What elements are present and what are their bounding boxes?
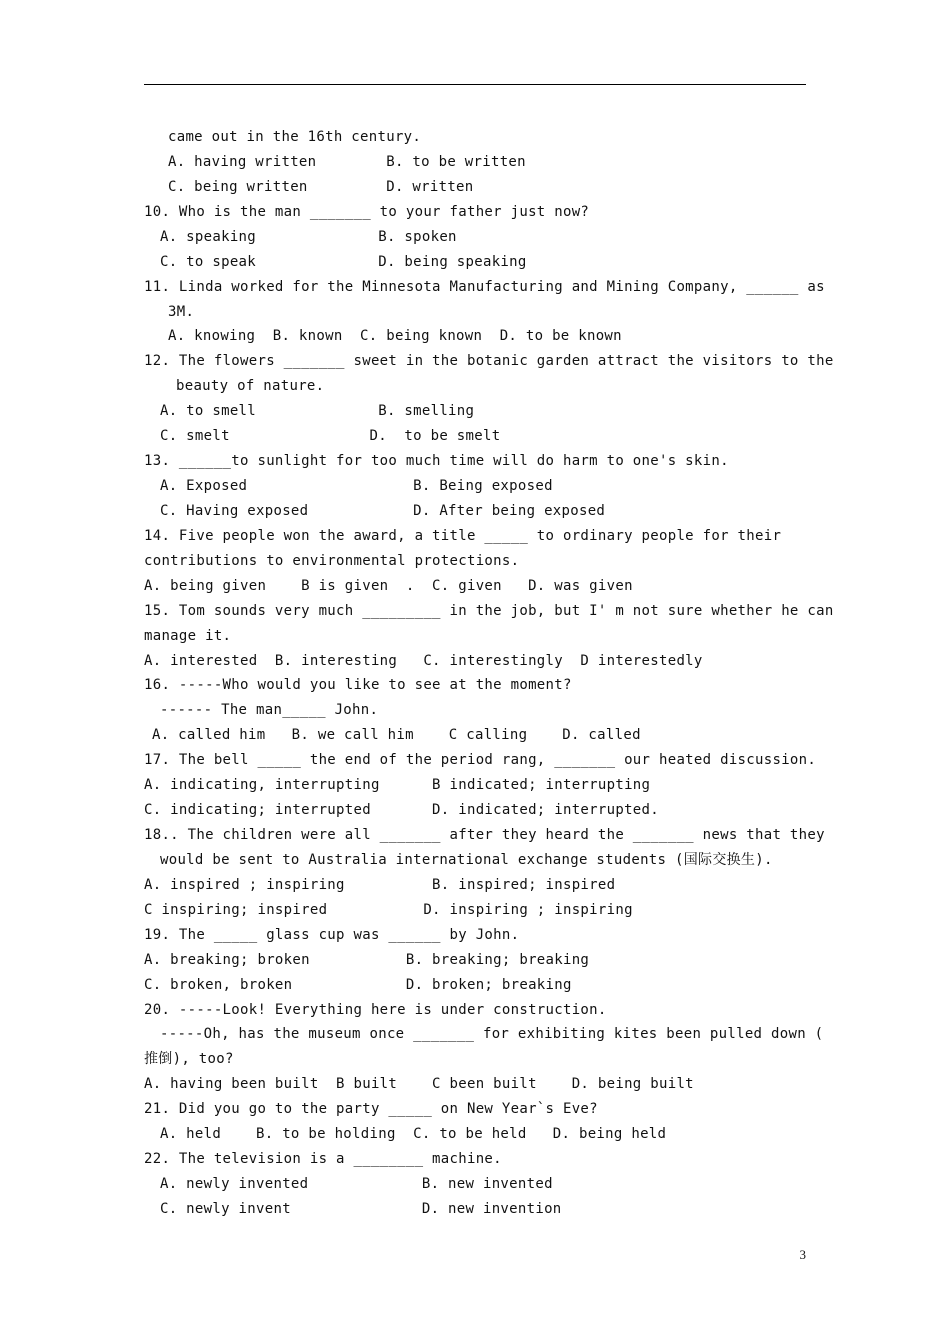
text-line: 18.. The children were all _______ after they heard the _______ news that they: [144, 827, 825, 844]
text-line: A. breaking; broken B. breaking; breaking: [144, 951, 590, 968]
text-line: 3M.: [168, 303, 195, 320]
text-line: A. called him B. we call him C calling D. called: [152, 727, 641, 744]
text-line: A. being given B is given . C. given D. was given: [144, 577, 633, 594]
header-rule: [144, 84, 806, 85]
text-line: 12. The flowers _______ sweet in the botanic garden attract the visitors to the: [144, 353, 834, 370]
text-line: C. to speak D. being speaking: [160, 253, 527, 270]
text-line: 推倒), too?: [144, 1051, 234, 1068]
text-line: A. speaking B. spoken: [160, 228, 457, 245]
text-line: A. to smell B. smelling: [160, 403, 475, 420]
text-line: 19. The _____ glass cup was ______ by John.: [144, 926, 520, 943]
text-line: 14. Five people won the award, a title _____ to ordinary people for their: [144, 527, 782, 544]
text-line: ------ The man_____ John.: [160, 702, 379, 719]
text-line: A. having been built B built C been built D. being built: [144, 1076, 694, 1093]
text-line: C. smelt D. to be smelt: [160, 428, 501, 445]
text-line: 16. -----Who would you like to see at the moment?: [144, 677, 572, 694]
text-line: C. Having exposed D. After being exposed: [160, 502, 606, 519]
page-number: 3: [799, 1247, 806, 1262]
text-line: A. knowing B. known C. being known D. to be known: [168, 328, 622, 345]
text-line: beauty of nature.: [176, 378, 325, 395]
text-line: 17. The bell _____ the end of the period rang, _______ our heated discussion.: [144, 752, 817, 769]
text-line: A. newly invented B. new invented: [160, 1176, 553, 1193]
text-line: came out in the 16th century.: [168, 129, 422, 145]
text-line: A. held B. to be holding C. to be held D. being held: [160, 1126, 667, 1143]
text-line: C. being written D. written: [168, 178, 474, 195]
text-line: A. interested B. interesting C. interestingly D interestedly: [144, 652, 703, 669]
text-line: 22. The television is a ________ machine.: [144, 1151, 502, 1168]
text-line: C. newly invent D. new invention: [160, 1200, 562, 1217]
text-line: 15. Tom sounds very much _________ in the job, but I' m not sure whether he can: [144, 602, 834, 619]
text-line: A. inspired ; inspiring B. inspired; inspired: [144, 876, 616, 893]
text-line: -----Oh, has the museum once _______ for exhibiting kites been pulled down (: [160, 1026, 824, 1043]
text-line: C. indicating; interrupted D. indicated; interrupted.: [144, 802, 659, 819]
text-line: contributions to environmental protections.: [144, 552, 520, 569]
text-line: manage it.: [144, 627, 232, 644]
text-line: C. broken, broken D. broken; breaking: [144, 976, 572, 993]
text-line: would be sent to Australia international exchange students (国际交换生).: [160, 851, 773, 868]
text-line: A. having written B. to be written: [168, 153, 526, 170]
text-line: A. Exposed B. Being exposed: [160, 478, 553, 495]
text-line: 21. Did you go to the party _____ on New Year`s Eve?: [144, 1101, 598, 1118]
text-line: A. indicating, interrupting B indicated; interrupting: [144, 777, 651, 794]
text-line: 13. ______to sunlight for too much time will do harm to one's skin.: [144, 453, 729, 470]
text-line: 11. Linda worked for the Minnesota Manufacturing and Mining Company, ______ as: [144, 278, 825, 295]
text-line: 20. -----Look! Everything here is under construction.: [144, 1001, 607, 1018]
text-line: 10. Who is the man _______ to your father just now?: [144, 203, 590, 220]
text-line: C inspiring; inspired D. inspiring ; inspiring: [144, 901, 633, 918]
